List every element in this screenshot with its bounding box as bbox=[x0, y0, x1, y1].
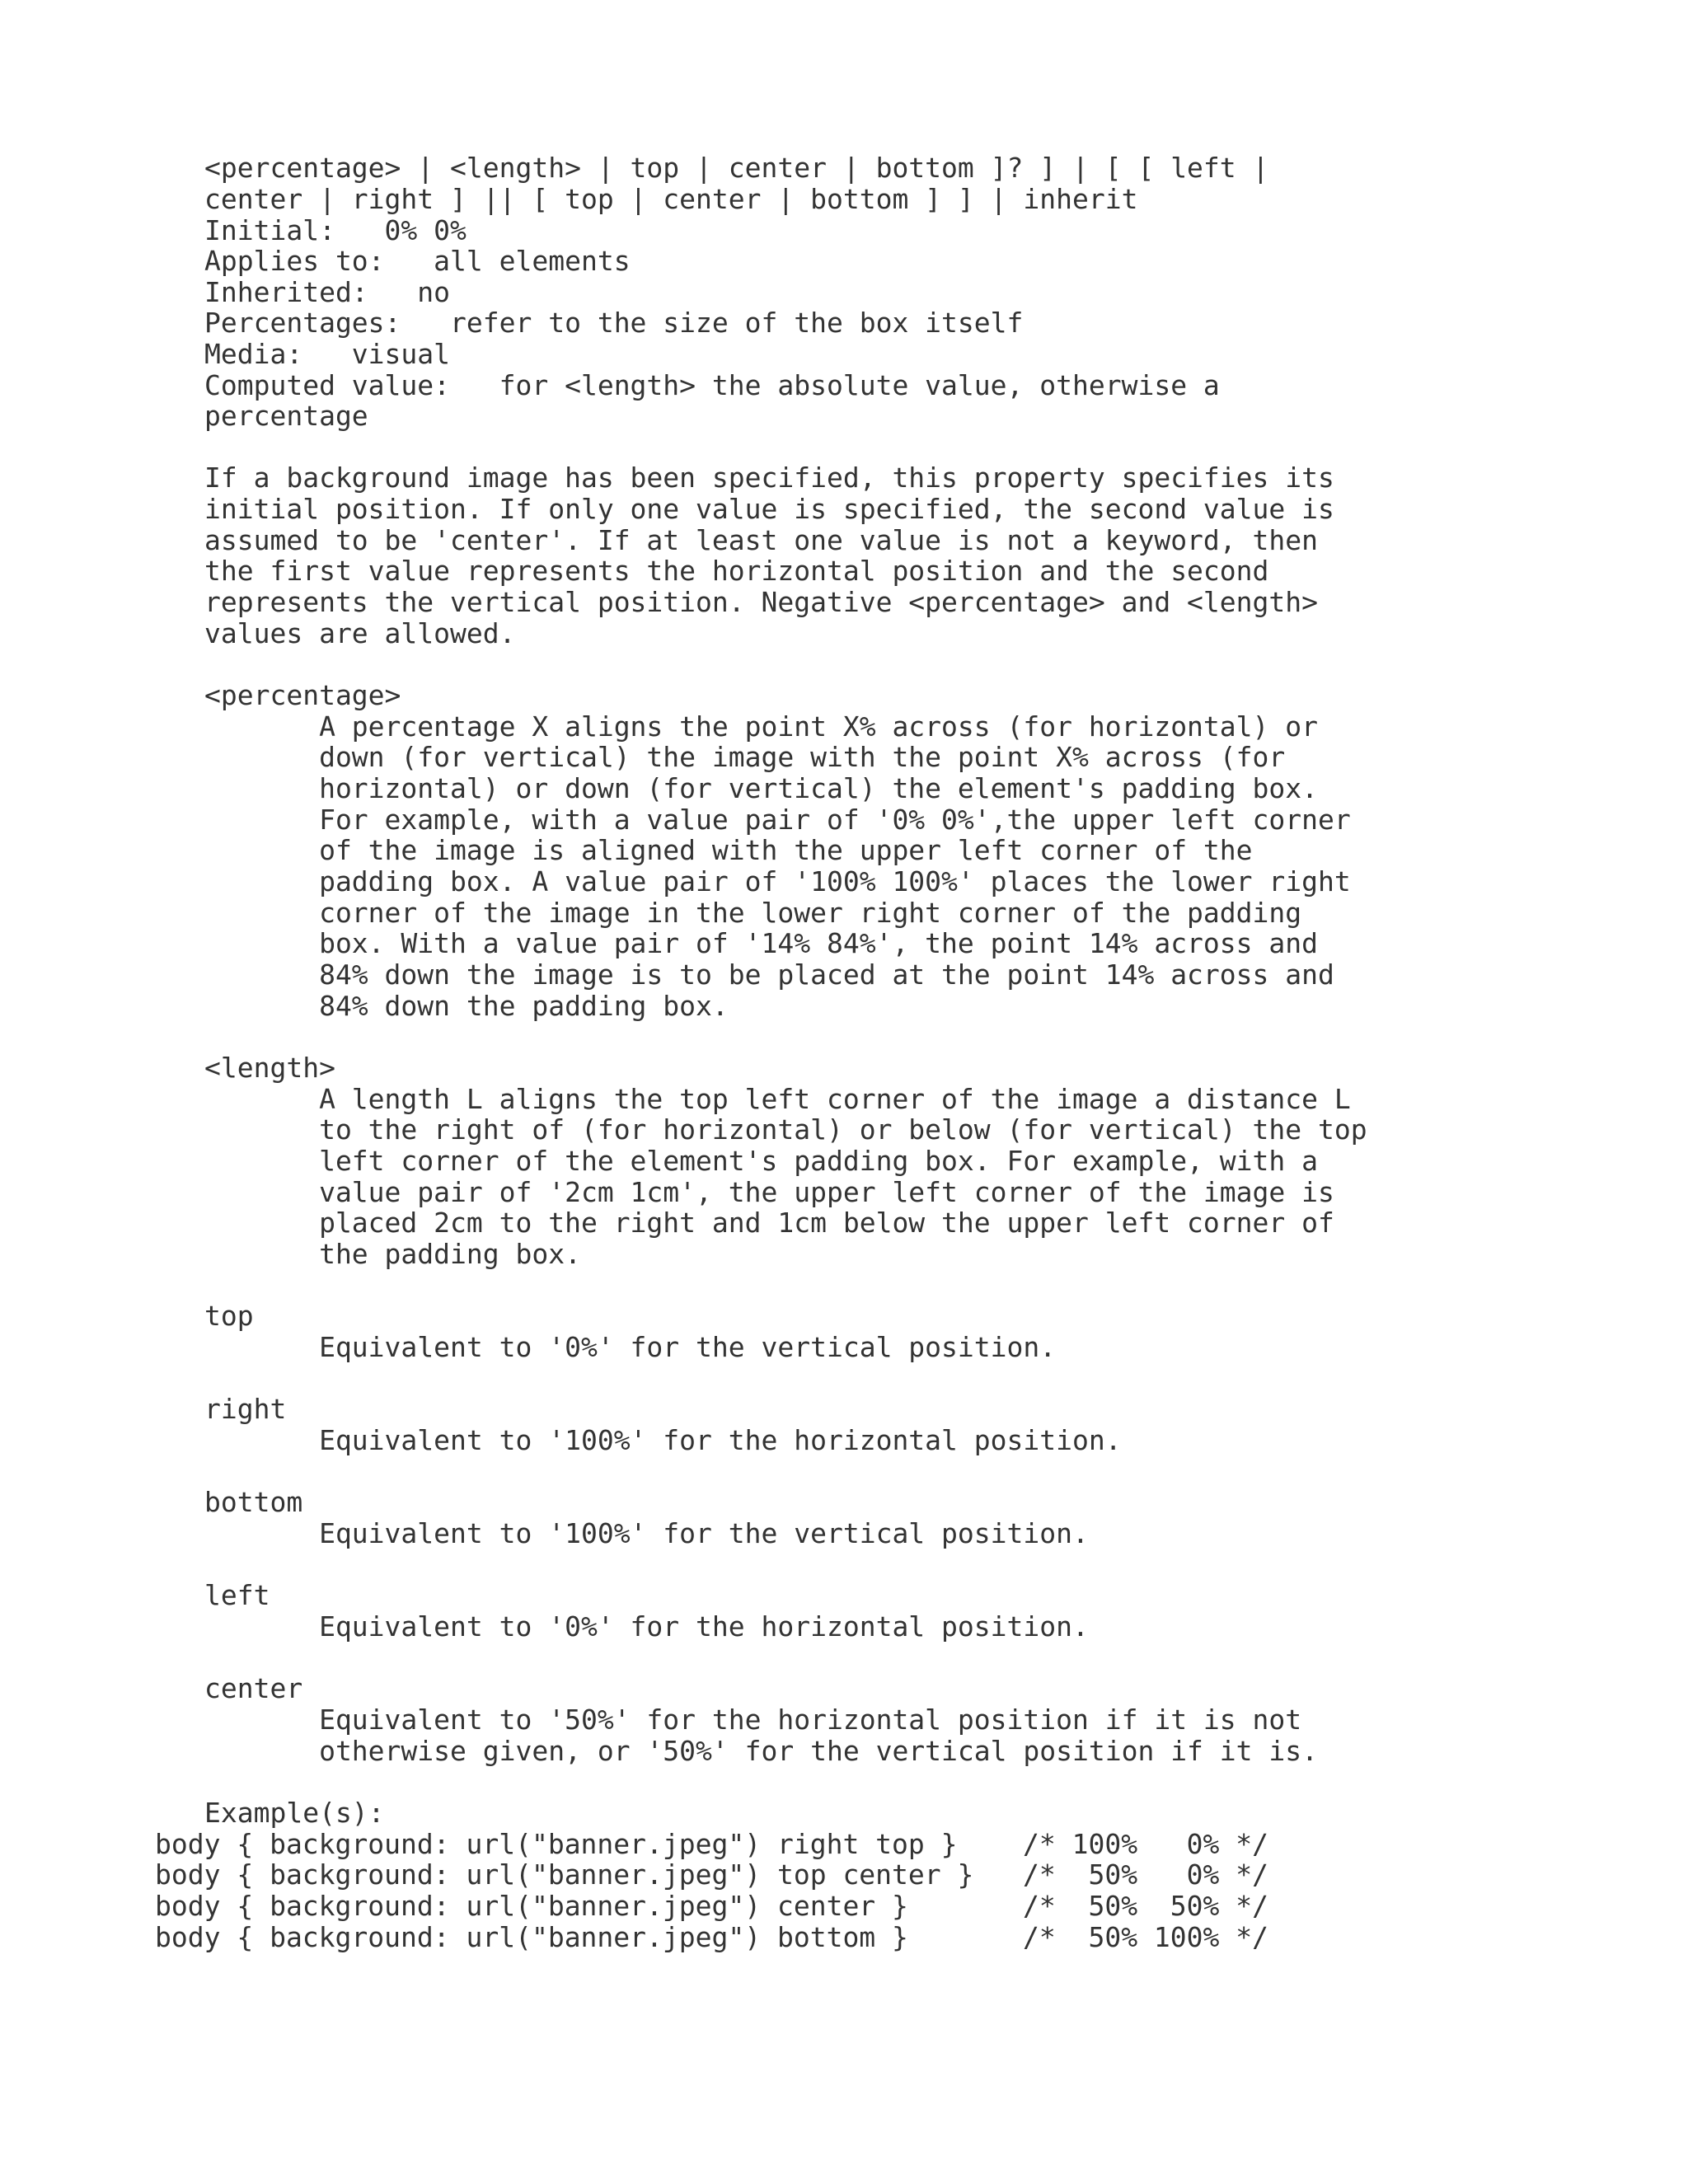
initial-row: Initial: 0% 0% bbox=[204, 214, 467, 246]
top-def: Equivalent to '0%' for the vertical position. bbox=[204, 1331, 1057, 1363]
bottom-def: Equivalent to '100%' for the vertical position. bbox=[204, 1517, 1089, 1549]
computed-value-row: Computed value: for <length> the absolute value, otherwise a bbox=[204, 369, 1220, 401]
percentage-def-line-4: For example, with a value pair of '0% 0%',the upper left corner bbox=[204, 804, 1351, 836]
percentage-def-line-5: of the image is aligned with the upper left corner of the bbox=[204, 834, 1253, 866]
example-code-line-3: body { background: url("banner.jpeg") center } /* 50% 50% */ bbox=[155, 1890, 1269, 1922]
percentage-def-line-6: padding box. A value pair of '100% 100%' places the lower right bbox=[204, 865, 1351, 898]
media-row: Media: visual bbox=[204, 338, 451, 370]
term-center: center bbox=[204, 1672, 303, 1704]
length-def-line-5: placed 2cm to the right and 1cm below the upper left corner of bbox=[204, 1207, 1334, 1239]
percentage-def-line-2: down (for vertical) the image with the point X% across (for bbox=[204, 741, 1286, 773]
description-line-2: initial position. If only one value is specified, the second value is bbox=[204, 493, 1334, 525]
applies-to-row: Applies to: all elements bbox=[204, 245, 631, 277]
length-def-line-6: the padding box. bbox=[204, 1238, 581, 1270]
percentage-def-line-10: 84% down the padding box. bbox=[204, 990, 729, 1022]
term-left: left bbox=[204, 1579, 270, 1611]
length-def-line-2: to the right of (for horizontal) or below (for vertical) the top bbox=[204, 1113, 1367, 1146]
percentage-def-line-8: box. With a value pair of '14% 84%', the point 14% across and bbox=[204, 927, 1319, 959]
description-line-5: represents the vertical position. Negative <percentage> and <length> bbox=[204, 586, 1319, 618]
example-code-line-2: body { background: url("banner.jpeg") top center } /* 50% 0% */ bbox=[155, 1858, 1269, 1891]
term-bottom: bottom bbox=[204, 1486, 303, 1518]
description-line-1: If a background image has been specified, this property specifies its bbox=[204, 462, 1334, 494]
syntax-line-1: <percentage> | <length> | top | center | bottom ]? ] | [ [ left | bbox=[204, 152, 1269, 184]
examples-heading: Example(s): bbox=[204, 1797, 385, 1829]
percentages-row: Percentages: refer to the size of the box itself bbox=[204, 307, 1024, 339]
description-line-6: values are allowed. bbox=[204, 617, 516, 649]
percentage-def-line-1: A percentage X aligns the point X% across (for horizontal) or bbox=[204, 710, 1319, 743]
inherited-row: Inherited: no bbox=[204, 276, 451, 308]
length-def-line-3: left corner of the element's padding box. For example, with a bbox=[204, 1145, 1319, 1177]
computed-value-row-cont: percentage bbox=[204, 400, 368, 432]
term-percentage: <percentage> bbox=[204, 679, 401, 711]
center-def-line-2: otherwise given, or '50%' for the vertical position if it is. bbox=[204, 1735, 1319, 1767]
example-code-line-4: body { background: url("banner.jpeg") bottom } /* 50% 100% */ bbox=[155, 1921, 1269, 1953]
length-def-line-4: value pair of '2cm 1cm', the upper left corner of the image is bbox=[204, 1176, 1334, 1208]
right-def: Equivalent to '100%' for the horizontal position. bbox=[204, 1424, 1122, 1456]
percentage-def-line-7: corner of the image in the lower right corner of the padding bbox=[204, 897, 1302, 929]
description-line-4: the first value represents the horizontal position and the second bbox=[204, 555, 1269, 587]
syntax-line-2: center | right ] || [ top | center | bottom ] ] | inherit bbox=[204, 183, 1138, 215]
percentage-def-line-3: horizontal) or down (for vertical) the element's padding box. bbox=[204, 772, 1319, 804]
example-code-line-1: body { background: url("banner.jpeg") right top } /* 100% 0% */ bbox=[155, 1828, 1269, 1860]
percentage-def-line-9: 84% down the image is to be placed at the point 14% across and bbox=[204, 958, 1334, 991]
center-def-line-1: Equivalent to '50%' for the horizontal position if it is not bbox=[204, 1704, 1302, 1736]
description-line-3: assumed to be 'center'. If at least one value is not a keyword, then bbox=[204, 524, 1319, 556]
term-top: top bbox=[204, 1300, 254, 1332]
term-right: right bbox=[204, 1393, 287, 1425]
term-length: <length> bbox=[204, 1052, 335, 1084]
left-def: Equivalent to '0%' for the horizontal position. bbox=[204, 1610, 1089, 1643]
length-def-line-1: A length L aligns the top left corner of the image a distance L bbox=[204, 1083, 1351, 1115]
